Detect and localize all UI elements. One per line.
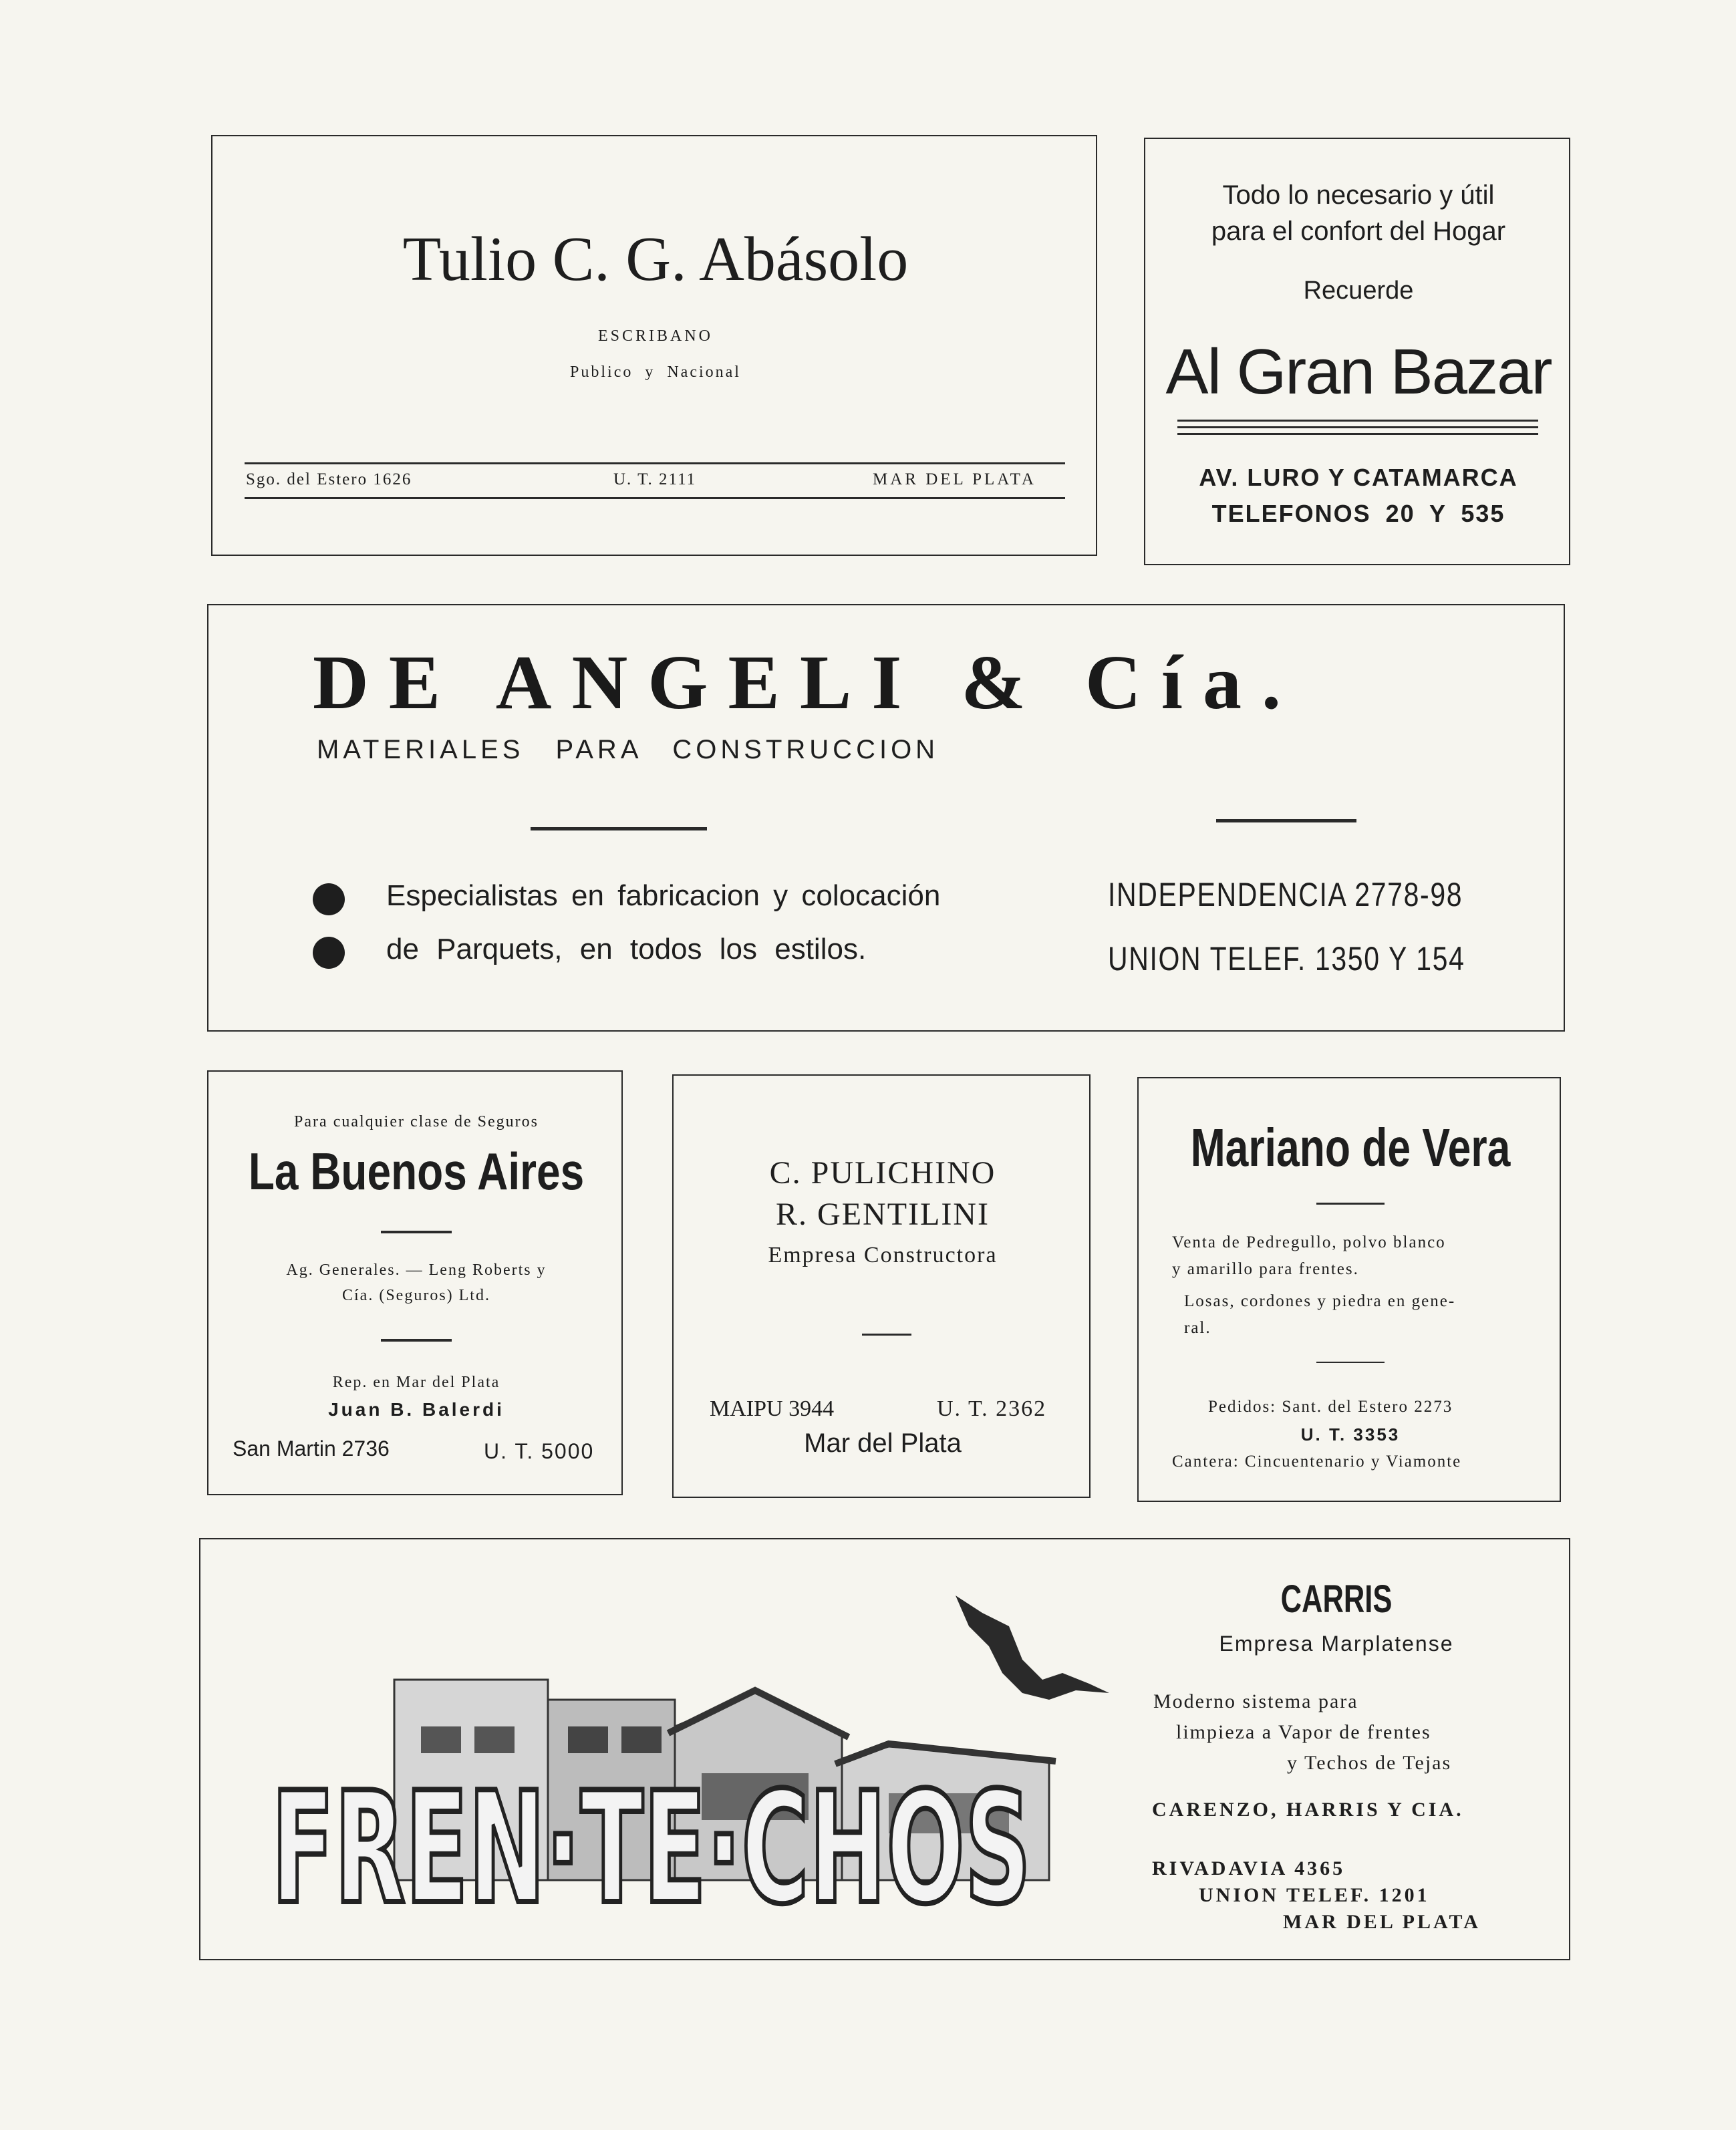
vera-desc3: Losas, cordones y piedra en gene-	[1184, 1292, 1456, 1310]
abasolo-name: Tulio C. G. Abásolo	[402, 224, 909, 294]
deangeli-phone: UNION TELEF. 1350 Y 154	[1108, 940, 1465, 977]
carris-firm: CARENZO, HARRIS Y CIA.	[1152, 1799, 1464, 1821]
bullet-2	[313, 937, 345, 969]
ad-pulichino	[672, 1074, 1091, 1498]
ad-mariano-de-vera	[1137, 1077, 1561, 1502]
pulichino-address: MAIPU 3944	[710, 1396, 835, 1421]
bazar-line1: Todo lo necesario y útil	[1222, 180, 1495, 210]
abasolo-title: ESCRIBANO	[597, 327, 714, 345]
ad-de-angeli	[207, 604, 1565, 1032]
pulichino-phone: U. T. 2362	[937, 1396, 1047, 1421]
carris-addr1: RIVADAVIA 4365	[1152, 1857, 1346, 1879]
ba-rep-name: Juan B. Balerdi	[328, 1399, 504, 1420]
ba-phone: U. T. 5000	[484, 1439, 595, 1463]
carris-desc2: limpieza a Vapor de frentes	[1176, 1721, 1431, 1743]
vera-desc4: ral.	[1184, 1319, 1211, 1337]
ad-abasolo	[211, 135, 1097, 556]
ba-rule-1	[381, 1231, 452, 1233]
pulichino-city: Mar del Plata	[804, 1428, 962, 1458]
bazar-rule-1	[1177, 420, 1538, 422]
abasolo-subtitle: Publico y Nacional	[570, 363, 741, 381]
ad-carris	[199, 1538, 1570, 1960]
ba-intro: Para cualquier clase de Seguros	[294, 1113, 539, 1130]
frentechos-logo: FREN·TE·CHOS	[271, 1760, 1032, 1938]
pulichino-rule	[862, 1334, 911, 1336]
carris-desc3: y Techos de Tejas	[1287, 1752, 1452, 1774]
carris-desc1: Moderno sistema para	[1153, 1690, 1358, 1712]
vera-rule-2	[1316, 1362, 1385, 1363]
carris-addr3: MAR DEL PLATA	[1283, 1911, 1481, 1933]
ba-rule-2	[381, 1339, 452, 1342]
deangeli-name: DE ANGELI & Cía.	[313, 640, 1302, 726]
bazar-rule-3	[1177, 433, 1538, 435]
bazar-line2: para el confort del Hogar	[1211, 216, 1506, 246]
ad-buenos-aires	[207, 1070, 623, 1495]
bazar-recuerde: Recuerde	[1303, 277, 1414, 305]
vera-phone: U. T. 3353	[1300, 1424, 1401, 1444]
deangeli-rule-left	[531, 827, 707, 830]
pulichino-role: Empresa Constructora	[768, 1243, 998, 1267]
ba-address: San Martin 2736	[233, 1436, 390, 1461]
carris-addr2: UNION TELEF. 1201	[1199, 1884, 1430, 1906]
carris-sub: Empresa Marplatense	[1219, 1632, 1454, 1656]
abasolo-address: Sgo. del Estero 1626	[246, 470, 412, 488]
abasolo-top-rule	[245, 462, 1065, 464]
bazar-name: Al Gran Bazar	[1165, 336, 1552, 408]
bullet-1	[313, 883, 345, 915]
deangeli-rule-right	[1216, 819, 1356, 822]
bazar-rule-2	[1177, 426, 1538, 428]
vera-desc2: y amarillo para frentes.	[1172, 1260, 1359, 1278]
ad-gran-bazar	[1144, 138, 1570, 565]
ba-name: La Buenos Aires	[248, 1142, 585, 1201]
pulichino-name1: C. PULICHINO	[769, 1155, 996, 1191]
vera-quarry: Cantera: Cincuentenario y Viamonte	[1172, 1453, 1462, 1471]
bazar-phones: TELEFONOS 20 Y 535	[1211, 500, 1505, 527]
abasolo-city: MAR DEL PLATA	[873, 470, 1036, 488]
abasolo-phone: U. T. 2111	[613, 470, 697, 488]
deangeli-tagline: MATERIALES PARA CONSTRUCCION	[317, 735, 939, 764]
ba-agents1: Ag. Generales. — Leng Roberts y	[286, 1261, 547, 1279]
deangeli-spec1: Especialistas en fabricacion y colocación	[386, 879, 941, 912]
deangeli-spec2: de Parquets, en todos los estilos.	[386, 933, 867, 965]
abasolo-bottom-rule	[245, 497, 1065, 499]
vera-rule-1	[1316, 1203, 1385, 1205]
vera-orders: Pedidos: Sant. del Estero 2273	[1208, 1398, 1453, 1416]
vera-desc1: Venta de Pedregullo, polvo blanco	[1172, 1233, 1446, 1251]
ba-rep: Rep. en Mar del Plata	[332, 1374, 500, 1391]
deangeli-address: INDEPENDENCIA 2778-98	[1108, 876, 1463, 913]
carris-name: CARRIS	[1280, 1577, 1393, 1621]
ba-agents2: Cía. (Seguros) Ltd.	[342, 1287, 490, 1304]
vera-name: Mariano de Vera	[1190, 1118, 1511, 1177]
pulichino-name2: R. GENTILINI	[776, 1197, 990, 1232]
bazar-address: AV. LURO Y CATAMARCA	[1199, 464, 1518, 491]
bird-icon	[956, 1595, 1109, 1700]
